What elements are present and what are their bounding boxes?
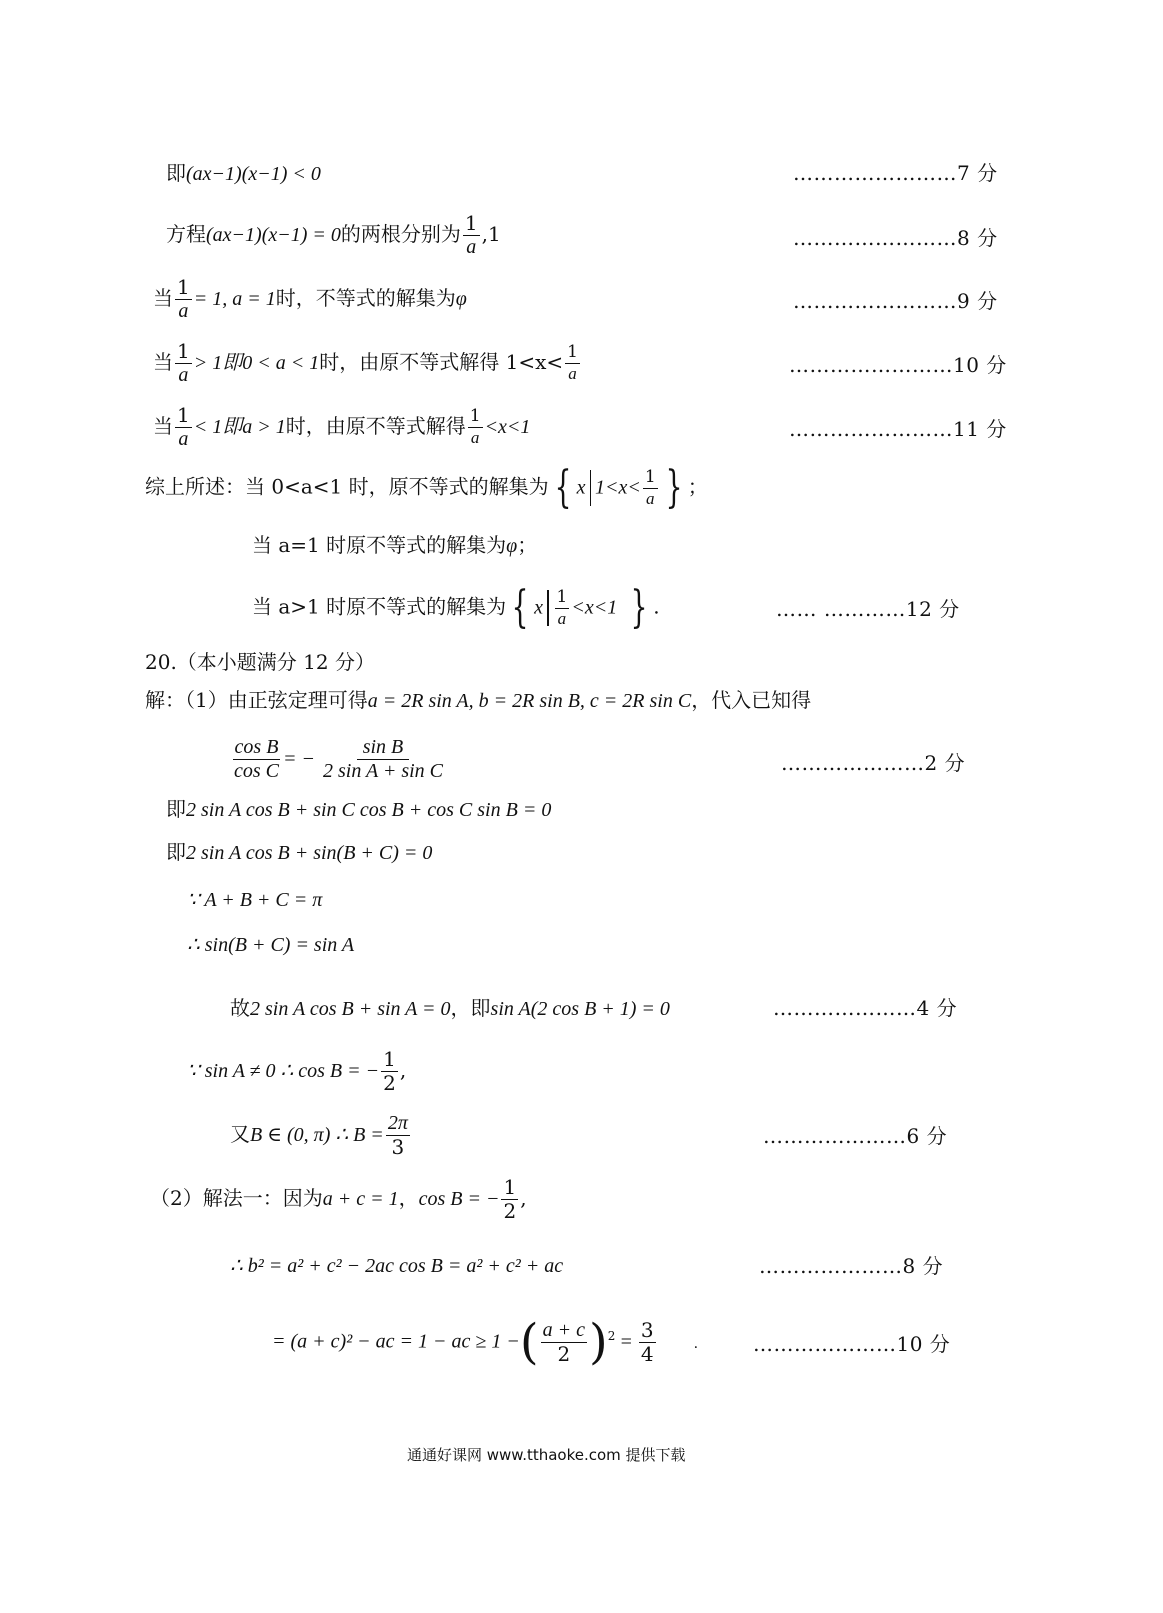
q20-equation-line [230, 736, 451, 783]
fraction-1-over-a: $\frac{1}{a}$ [177, 403, 190, 450]
score-2: …………………2 分 [781, 751, 966, 775]
line-prefix: 方程 [166, 222, 206, 246]
empty-set-symbol: φ [455, 288, 467, 310]
math-expression: a + c = 1 [322, 1188, 399, 1210]
math-expression: 2 sin A cos B + sin A = 0 [250, 998, 451, 1020]
q20-line-3 [166, 799, 551, 820]
stray-dot: . [693, 1335, 699, 1352]
line-tail: . [653, 594, 660, 619]
fraction-2pi-over-3: $\frac{2\pi}{3}$ [387, 1112, 408, 1159]
equals-minus: = − [283, 748, 315, 770]
line-prefix: 当 [153, 286, 173, 310]
math-expression: = 1, a = 1 [193, 288, 276, 310]
set-variable: x [534, 596, 544, 619]
solution-line-7 [166, 163, 321, 184]
math-expression: B ∈ (0, π) ∴ B = [250, 1124, 384, 1146]
summary-line-1 [145, 462, 708, 513]
line-prefix: 当 [153, 414, 173, 438]
empty-set-symbol: φ [506, 535, 518, 557]
q20-part1-line [145, 690, 811, 711]
math-expression: (ax−1)(x−1) < 0 [186, 163, 321, 185]
score-4: …………………4 分 [773, 996, 958, 1020]
score-6: …………………6 分 [763, 1124, 948, 1148]
fraction-1-over-a: $\frac{1}{a}$ [464, 211, 478, 258]
line-tail: ,1 [481, 222, 501, 246]
line-text: 的两根分别为 [340, 222, 461, 246]
fraction-1-over-a: $\frac{1}{a}$ [567, 342, 578, 383]
line-tail: , [520, 1186, 527, 1210]
q20-line-6: ∴ sin(B + C) = sin A [187, 934, 355, 956]
score-10b: …………………10 分 [753, 1332, 951, 1356]
q20-line-12 [272, 1314, 699, 1370]
math-expression: ∵ sin A ≠ 0 ∴ cos B = − [187, 1060, 380, 1082]
math-expression: 2 sin A cos B + sin(B + C) = 0 [186, 842, 433, 864]
summary-line-2 [252, 535, 537, 556]
left-paren: ( [519, 1314, 539, 1370]
math-expression: sin A(2 cos B + 1) = 0 [490, 998, 670, 1020]
line-tail: ； [517, 533, 538, 557]
right-brace: } [630, 582, 648, 633]
fraction-1-over-2: $\frac{1}{2}$ [503, 1175, 517, 1223]
fraction-1-over-a: $\frac{1}{a}$ [177, 339, 190, 386]
line-prefix: 又 [230, 1122, 250, 1146]
line-text: 时，由原不等式解得 1<x< [319, 350, 564, 374]
score-10: ……………………10 分 [789, 353, 1007, 377]
left-brace: { [554, 462, 572, 513]
fraction-sinB-over-sum: $\frac{\text{sin B}}{\text{2 sin A + sin C}}$ [323, 736, 444, 782]
equals-sign: = [619, 1330, 633, 1353]
line-tail: ； [687, 474, 708, 499]
score-8: ……………………8 分 [793, 226, 998, 250]
line-mid: ，即 [450, 996, 491, 1020]
left-brace: { [511, 582, 529, 633]
q20-line-5: ∵ A + B + C = π [187, 889, 323, 911]
score-12: …… …………12 分 [776, 597, 960, 621]
set-separator [590, 470, 592, 506]
question-20-header: 20.（本小题满分 12 分） [145, 650, 375, 674]
line-prefix: 故 [230, 996, 250, 1020]
q20-line-11: ∴ b² = a² + c² − 2ac cos B = a² + c² + ac [230, 1255, 564, 1277]
math-expression: (ax−1)(x−1) = 0 [206, 224, 341, 246]
line-text: 时，不等式的解集为 [275, 286, 456, 310]
score-11: ……………………11 分 [789, 417, 1007, 441]
q20-line-9 [230, 1112, 412, 1159]
set-separator [547, 590, 549, 626]
fraction-1-over-a: $\frac{1}{a}$ [177, 275, 190, 322]
math-expression: a = 2R sin A, b = 2R sin B, c = 2R sin C [367, 690, 692, 712]
score-8b: …………………8 分 [759, 1254, 944, 1278]
exponent-2: 2 [607, 1328, 616, 1343]
fraction-1-over-a: $\frac{1}{a}$ [556, 586, 568, 628]
line-mid: ， [398, 1186, 419, 1210]
set-condition: 1<x< [595, 476, 641, 499]
line-text: （2）解法一：因为 [150, 1186, 323, 1210]
q20-part2-line [150, 1176, 527, 1223]
line-tail: , [399, 1058, 407, 1082]
fraction-1-over-a: $\frac{1}{a}$ [469, 406, 481, 447]
q20-line-7 [230, 998, 670, 1019]
line-prefix: 即 [166, 161, 186, 185]
math-expression: 2 sin A cos B + sin C cos B + cos C sin B = 0 [186, 799, 552, 821]
set-variable: x [576, 476, 586, 499]
fraction-1-over-2: $\frac{1}{2}$ [383, 1047, 396, 1095]
score-9: ……………………9 分 [793, 289, 998, 313]
solution-line-9 [153, 276, 467, 323]
math-expression: = (a + c)² − ac = 1 − ac ≥ 1 − [272, 1330, 520, 1353]
line-prefix: 当 [153, 350, 173, 374]
fraction-cosB-over-cosC: $\frac{\text{cos B}}{\text{cos C}}$ [234, 736, 279, 782]
line-text: 解：（1）由正弦定理可得 [145, 688, 368, 712]
score-7: ……………………7 分 [793, 161, 998, 185]
q20-line-4 [166, 842, 432, 863]
math-expression: > 1即0 < a < 1 [193, 352, 320, 374]
fraction-a-plus-c-over-2: $\frac{a + c}{2}$ [542, 1318, 586, 1366]
set-condition: <x<1 [571, 596, 618, 619]
solution-line-8 [166, 212, 501, 259]
right-brace: } [665, 462, 683, 513]
summary-text: 综上所述：当 0<a<1 时，原不等式的解集为 [145, 474, 549, 499]
q20-line-8 [187, 1048, 406, 1095]
fraction-3-over-4: $\frac{3}{4}$ [640, 1317, 654, 1366]
page-footer: 通通好课网 www.tthaoke.com 提供下载 [407, 1446, 686, 1464]
math-expression: cos B = − [418, 1188, 500, 1210]
line-tail: <x<1 [484, 416, 531, 438]
summary-text: 当 a=1 时原不等式的解集为 [252, 533, 507, 557]
line-tail: ，代入已知得 [691, 688, 812, 712]
right-paren: ) [589, 1314, 608, 1370]
solution-line-10 [153, 340, 582, 387]
fraction-1-over-a: $\frac{1}{a}$ [644, 466, 656, 508]
math-expression: < 1即a > 1 [193, 416, 286, 438]
line-prefix: 即 [166, 840, 186, 864]
line-prefix: 即 [166, 797, 186, 821]
summary-text: 当 a>1 时原不等式的解集为 [252, 594, 507, 619]
solution-line-11 [153, 404, 530, 451]
line-text: 时，由原不等式解得 [285, 414, 466, 438]
summary-line-3 [252, 582, 660, 633]
